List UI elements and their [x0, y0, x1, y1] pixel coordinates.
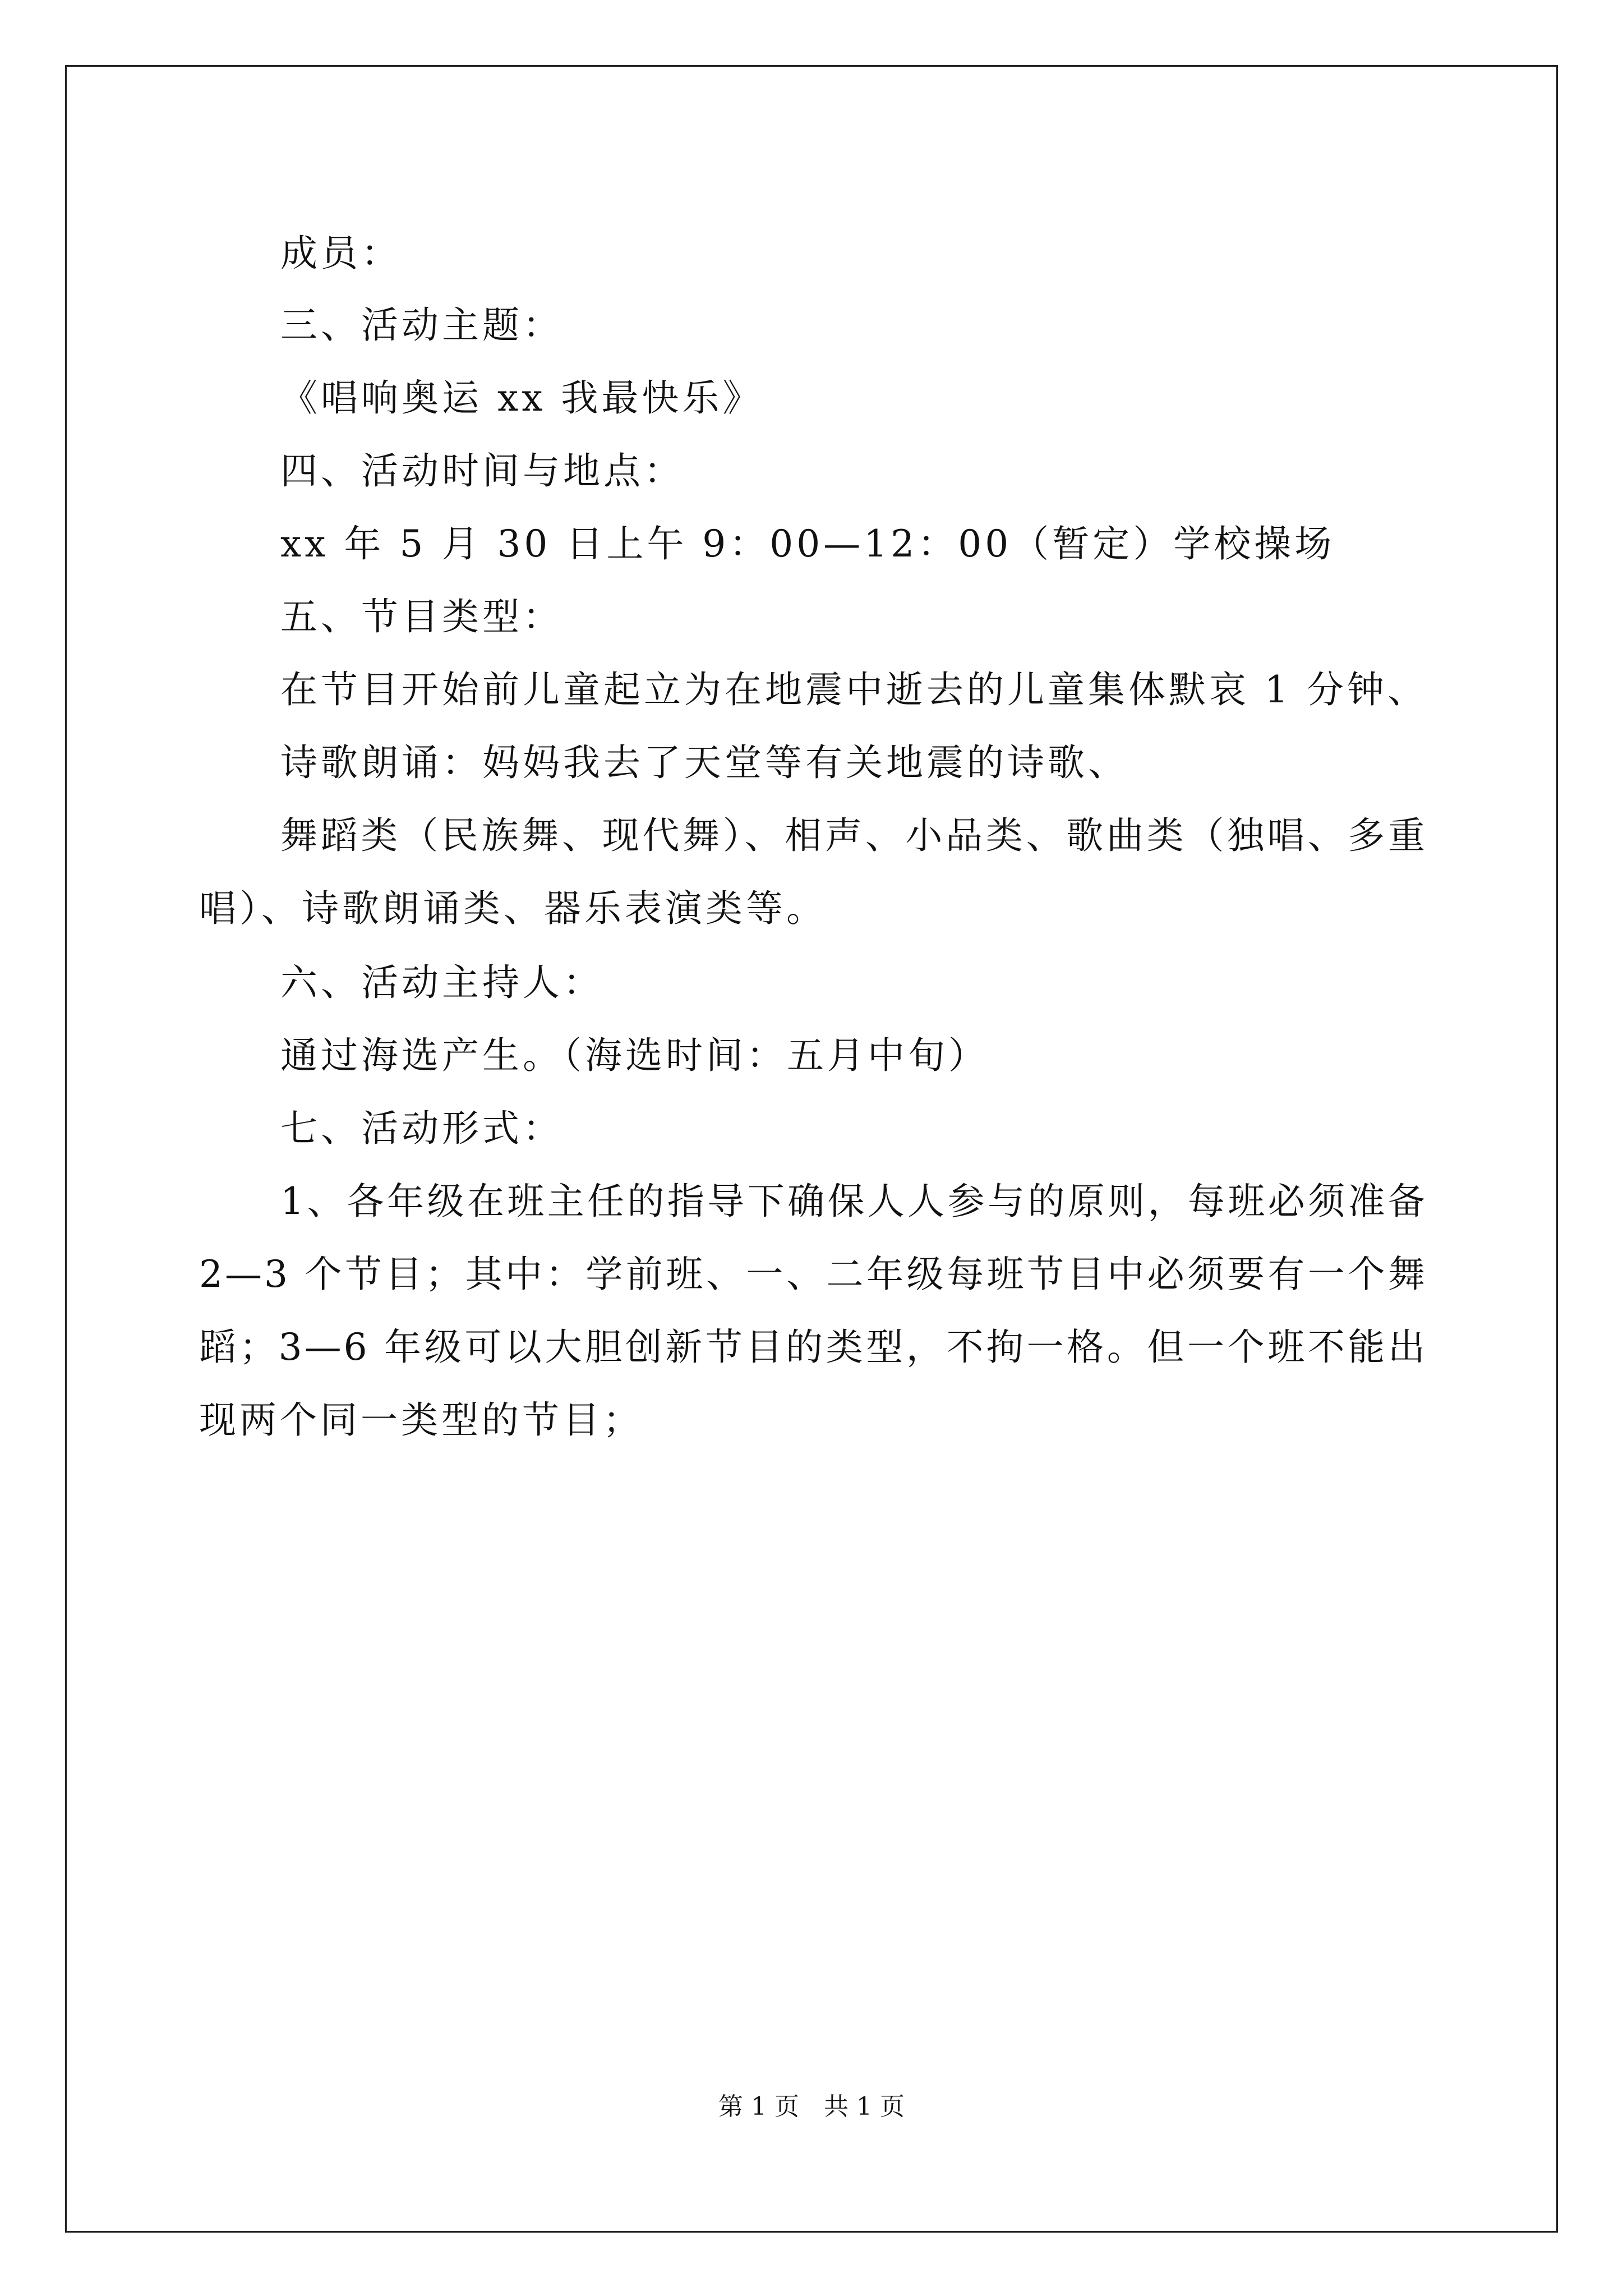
paragraph-line: 舞蹈类（民族舞、现代舞）、相声、小品类、歌曲类（独唱、多重 [280, 814, 1427, 857]
paragraph-line: 2—3 个节目；其中：学前班、一、二年级每班节目中必须要有一个舞 [199, 1253, 1427, 1296]
section-heading: 四、活动时间与地点： [280, 449, 684, 493]
page-number: 第 1 页 共 1 页 [718, 2092, 905, 2121]
paragraph-line: 诗歌朗诵：妈妈我去了天堂等有关地震的诗歌、 [280, 741, 1128, 784]
paragraph-line: 通过海选产生。（海选时间：五月中旬） [280, 1034, 989, 1077]
section-heading: 七、活动形式： [280, 1107, 563, 1150]
paragraph-line: 现两个同一类型的节目； [199, 1398, 643, 1442]
paragraph-line: 成员： [280, 232, 402, 275]
paragraph-line: 在节目开始前儿童起立为在地震中逝去的儿童集体默哀 1 分钟、 [280, 668, 1428, 711]
paragraph-line: 《唱响奥运 xx 我最快乐》 [280, 376, 763, 420]
section-heading: 三、活动主题： [280, 303, 563, 347]
paragraph-line: 唱）、诗歌朗诵类、器乐表演类等。 [199, 887, 827, 930]
section-heading: 五、节目类型： [280, 595, 563, 638]
paragraph-line: xx 年 5 月 30 日上午 9：00—12：00（暂定）学校操场 [280, 522, 1335, 565]
section-heading: 六、活动主持人： [280, 961, 603, 1004]
paragraph-line: 蹈；3—6 年级可以大胆创新节目的类型，不拘一格。但一个班不能出 [199, 1326, 1427, 1369]
paragraph-line: 1、各年级在班主任的指导下确保人人参与的原则，每班必须准备 [280, 1180, 1427, 1223]
